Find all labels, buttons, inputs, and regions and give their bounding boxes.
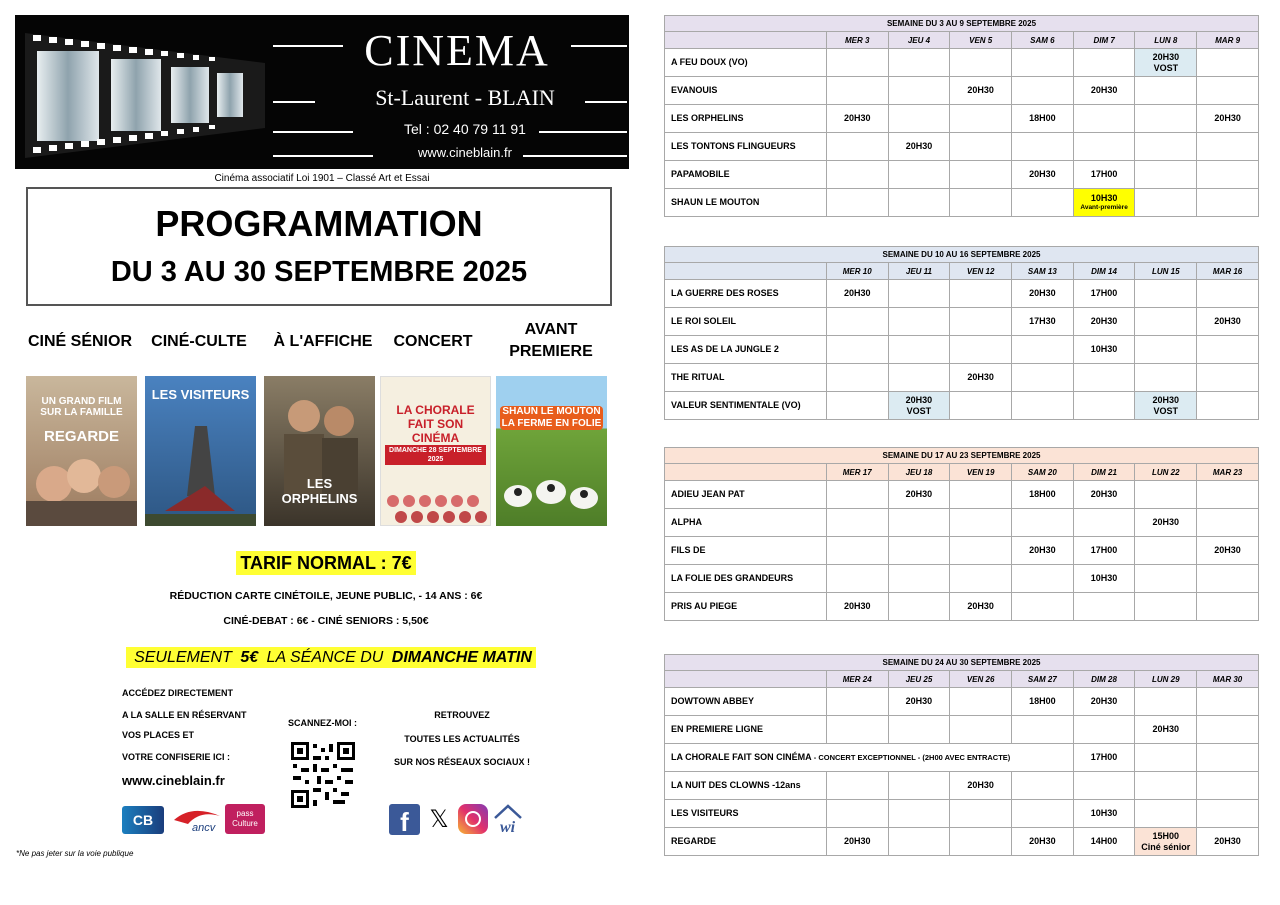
- qr-code-icon[interactable]: [291, 742, 355, 808]
- showtime-cell: [1012, 189, 1074, 217]
- showtime-cell: [1011, 336, 1073, 364]
- showtime-cell: 20H30: [1135, 716, 1197, 744]
- showtime-cell: [950, 105, 1012, 133]
- showtime-cell: 18H00: [1011, 688, 1073, 716]
- showtime-cell: [1073, 49, 1135, 77]
- showtime-cell: [826, 133, 888, 161]
- film-row: [665, 828, 1259, 856]
- showtime-cell: [1197, 509, 1259, 537]
- showtime-cell: [1012, 77, 1074, 105]
- film-row: [665, 364, 1259, 392]
- film-title: LA GUERRE DES ROSES: [665, 280, 827, 308]
- showtime-cell: 20H30: [826, 280, 888, 308]
- showtime-cell: 20H30: [1197, 105, 1259, 133]
- showtime-cell: [1135, 744, 1197, 772]
- showtime-cell: [950, 133, 1012, 161]
- showtime-cell: 20H30: [1073, 77, 1135, 105]
- showtime-cell: 20H30: [950, 77, 1012, 105]
- day-header: JEU 25: [888, 671, 950, 688]
- showtime-cell: 17H00: [1073, 744, 1135, 772]
- day-header: VEN 12: [950, 263, 1012, 280]
- showtime-cell: [1197, 49, 1259, 77]
- tarif-dimanche: SEULEMENT 5€ LA SÉANCE DU DIMANCHE MATIN: [0, 649, 662, 667]
- showtime-cell: 18H00: [1011, 481, 1073, 509]
- film-row: [665, 509, 1259, 537]
- tarif-debat: CINÉ-DEBAT : 6€ - CINÉ SENIORS : 5,50€: [223, 615, 429, 627]
- showtime-cell: [1197, 161, 1259, 189]
- showtime-cell: [1073, 593, 1135, 621]
- showtime-cell: [1073, 105, 1135, 133]
- cinema-website: www.cineblain.fr: [418, 145, 512, 160]
- showtime-cell: [1135, 688, 1197, 716]
- showtime-cell: [1073, 509, 1135, 537]
- showtime-cell: [1012, 133, 1074, 161]
- scan-label: SCANNEZ-MOI :: [288, 718, 357, 728]
- day-header: MER 17: [826, 464, 888, 481]
- showtime-cell: [950, 481, 1012, 509]
- showtime-cell: 15H00 Ciné sénior: [1135, 828, 1197, 856]
- showtime-cell: 20H30: [1012, 161, 1074, 189]
- social-line-2: TOUTES LES ACTUALITÉS: [404, 734, 520, 744]
- film-row: [665, 308, 1259, 336]
- day-header: MAR 9: [1197, 32, 1259, 49]
- film-row: [665, 772, 1259, 800]
- showtime-cell: [1073, 716, 1135, 744]
- showtime-cell: [1073, 133, 1135, 161]
- category-cine-culte: CINÉ-CULTE: [151, 333, 247, 350]
- showtime-cell: [1197, 593, 1259, 621]
- showtime-cell: [1011, 565, 1073, 593]
- film-title: LES AS DE LA JUNGLE 2: [665, 336, 827, 364]
- film-row: [665, 593, 1259, 621]
- category-concert: CONCERT: [393, 333, 473, 350]
- schedule-week-1: [664, 15, 1259, 217]
- x-twitter-icon[interactable]: 𝕏: [429, 806, 449, 833]
- week-title: SEMAINE DU 17 AU 23 SEPTEMBRE 2025: [665, 448, 1259, 464]
- film-row: [665, 392, 1259, 420]
- schedule-week-4: [664, 654, 1259, 856]
- showtime-cell: [950, 392, 1012, 420]
- programmation-box: [26, 187, 612, 306]
- day-header: SAM 13: [1011, 263, 1073, 280]
- day-header: LUN 29: [1135, 671, 1197, 688]
- tarif-normal: TARIF NORMAL : 7€: [0, 553, 652, 574]
- film-title: PRIS AU PIEGE: [665, 593, 827, 621]
- showtime-cell: [1012, 49, 1074, 77]
- showtime-cell: [888, 336, 950, 364]
- showtime-cell: [826, 772, 888, 800]
- showtime-cell: [1135, 336, 1197, 364]
- showtime-cell: [1197, 481, 1259, 509]
- showtime-cell: [826, 509, 888, 537]
- showtime-cell: [1197, 392, 1259, 420]
- day-header: DIM 28: [1073, 671, 1135, 688]
- showtime-cell: 20H30: [950, 772, 1012, 800]
- day-header: LUN 8: [1135, 32, 1197, 49]
- showtime-cell: [950, 308, 1012, 336]
- schedule-week-2: [664, 246, 1259, 420]
- day-header: MAR 16: [1197, 263, 1259, 280]
- tarif-reduction: RÉDUCTION CARTE CINÉTOILE, JEUNE PUBLIC, - 14 ANS : 6€: [169, 590, 483, 602]
- svg-text:wi: wi: [500, 819, 516, 836]
- showtime-cell: [826, 189, 888, 217]
- showtime-cell: [888, 280, 950, 308]
- film-row: [665, 716, 1259, 744]
- day-header: JEU 4: [888, 32, 950, 49]
- showtime-cell: [1073, 392, 1135, 420]
- showtime-cell: [1197, 280, 1259, 308]
- film-title: EVANOUIS: [665, 77, 827, 105]
- week-title: SEMAINE DU 24 AU 30 SEPTEMBRE 2025: [665, 655, 1259, 671]
- showtime-cell: [1011, 593, 1073, 621]
- poster-regarde[interactable]: UN GRAND FILM SUR LA FAMILLE REGARDE: [26, 376, 137, 526]
- showtime-cell: [888, 800, 950, 828]
- showtime-cell: [826, 308, 888, 336]
- showtime-cell: [950, 800, 1012, 828]
- film-row: [665, 565, 1259, 593]
- category-cine-senior: CINÉ SÉNIOR: [27, 333, 132, 350]
- showtime-cell: [888, 565, 950, 593]
- showtime-cell: [826, 336, 888, 364]
- showtime-cell: [950, 716, 1012, 744]
- film-row: [665, 688, 1259, 716]
- showtime-cell: [826, 392, 888, 420]
- booking-website-link[interactable]: www.cineblain.fr: [122, 773, 225, 788]
- showtime-cell: [950, 688, 1012, 716]
- showtime-cell: 18H00: [1012, 105, 1074, 133]
- showtime-cell: [826, 565, 888, 593]
- booking-line-2: A LA SALLE EN RÉSERVANT: [122, 710, 247, 720]
- poster-faces-image: [26, 446, 137, 526]
- showtime-cell: [826, 77, 888, 105]
- day-header: DIM 14: [1073, 263, 1135, 280]
- showtime-cell: [826, 481, 888, 509]
- film-title: LE ROI SOLEIL: [665, 308, 827, 336]
- showtime-cell: [888, 828, 950, 856]
- film-row: [665, 161, 1259, 189]
- showtime-cell: [1197, 800, 1259, 828]
- showtime-cell: [826, 49, 888, 77]
- showtime-cell: [1197, 688, 1259, 716]
- film-row: [665, 481, 1259, 509]
- film-title: LA CHORALE FAIT SON CINÉMA - CONCERT EXCEPTIONNEL - (2H00 AVEC ENTRACTE): [665, 744, 1074, 772]
- film-title: LA NUIT DES CLOWNS -12ans: [665, 772, 827, 800]
- showtime-cell: 20H30: [1073, 688, 1135, 716]
- facebook-icon[interactable]: f: [389, 804, 420, 835]
- cinema-title: CINEMA: [364, 26, 550, 75]
- poster-knight-image: [145, 416, 256, 526]
- poster-choir-image: [381, 487, 491, 526]
- film-title: A FEU DOUX (VO): [665, 49, 827, 77]
- showtime-cell: [950, 161, 1012, 189]
- day-header: JEU 18: [888, 464, 950, 481]
- showtime-cell: [1197, 364, 1259, 392]
- showtime-cell: [1135, 481, 1197, 509]
- showtime-cell: 20H30: [950, 364, 1012, 392]
- showtime-cell: [1135, 77, 1197, 105]
- showtime-cell: 20H30: [826, 593, 888, 621]
- poster-les-visiteurs[interactable]: LES VISITEURS: [145, 376, 256, 526]
- film-row: [665, 133, 1259, 161]
- film-row: [665, 49, 1259, 77]
- day-header: MAR 30: [1197, 671, 1259, 688]
- showtime-cell: [1073, 772, 1135, 800]
- film-strip-icon: [25, 23, 275, 163]
- film-row: [665, 280, 1259, 308]
- film-row: [665, 537, 1259, 565]
- film-title: LES VISITEURS: [665, 800, 827, 828]
- film-title: THE RITUAL: [665, 364, 827, 392]
- film-row: [665, 105, 1259, 133]
- film-row: [665, 800, 1259, 828]
- day-header: MER 10: [826, 263, 888, 280]
- social-line-1: RETROUVEZ: [434, 710, 490, 720]
- day-header: SAM 6: [1012, 32, 1074, 49]
- showtime-cell: [1197, 336, 1259, 364]
- showtime-cell: [1073, 364, 1135, 392]
- showtime-cell: 17H00: [1073, 280, 1135, 308]
- showtime-cell: 20H30: [888, 133, 950, 161]
- film-title: FILS DE: [665, 537, 827, 565]
- showtime-cell: 14H00: [1073, 828, 1135, 856]
- cb-logo-icon: CB: [122, 806, 164, 834]
- showtime-cell: [888, 364, 950, 392]
- showtime-cell: [1135, 161, 1197, 189]
- showtime-cell: [1197, 565, 1259, 593]
- showtime-cell: 20H30: [1135, 509, 1197, 537]
- showtime-cell: [888, 537, 950, 565]
- showtime-cell: [1197, 133, 1259, 161]
- showtime-cell: [888, 49, 950, 77]
- day-header: MAR 23: [1197, 464, 1259, 481]
- showtime-cell: 20H30: [888, 688, 950, 716]
- showtime-cell: [1011, 800, 1073, 828]
- showtime-cell: [950, 49, 1012, 77]
- film-title: ALPHA: [665, 509, 827, 537]
- showtime-cell: [950, 509, 1012, 537]
- booking-line-4: VOTRE CONFISERIE ICI :: [122, 752, 231, 762]
- footnote: *Ne pas jeter sur la voie publique: [16, 849, 134, 858]
- day-header: VEN 5: [950, 32, 1012, 49]
- category-a-l-affiche: À L'AFFICHE: [273, 333, 373, 350]
- film-row: [665, 189, 1259, 217]
- showtime-cell: [826, 161, 888, 189]
- day-header: LUN 15: [1135, 263, 1197, 280]
- film-title: DOWTOWN ABBEY: [665, 688, 827, 716]
- film-title: ADIEU JEAN PAT: [665, 481, 827, 509]
- schedule-week-3: [664, 447, 1259, 621]
- showtime-cell: [1197, 744, 1259, 772]
- showtime-cell: 20H30: [826, 828, 888, 856]
- showtime-cell: [950, 336, 1012, 364]
- showtime-cell: [1135, 105, 1197, 133]
- week-title: SEMAINE DU 10 AU 16 SEPTEMBRE 2025: [665, 247, 1259, 263]
- showtime-cell: [888, 189, 950, 217]
- showtime-cell: [1011, 364, 1073, 392]
- association-note: Cinéma associatif Loi 1901 – Classé Art et Essai: [214, 173, 430, 184]
- showtime-cell: [1197, 77, 1259, 105]
- cinema-location: St-Laurent - BLAIN: [375, 85, 555, 110]
- film-title: LA FOLIE DES GRANDEURS: [665, 565, 827, 593]
- film-row: [665, 77, 1259, 105]
- showtime-cell: [888, 161, 950, 189]
- pass-culture-logo-icon: pass Culture: [225, 804, 265, 834]
- showtime-cell: [888, 509, 950, 537]
- film-title: EN PREMIERE LIGNE: [665, 716, 827, 744]
- film-title: VALEUR SENTIMENTALE (VO): [665, 392, 827, 420]
- showtime-cell: 20H30: [1197, 537, 1259, 565]
- showtime-cell: [1011, 509, 1073, 537]
- cinema-phone: Tel : 02 40 79 11 91: [404, 121, 526, 137]
- programmation-title: PROGRAMMATION: [155, 203, 483, 244]
- wi-app-icon[interactable]: [492, 802, 524, 836]
- showtime-cell: 20H30 VOST: [1135, 49, 1197, 77]
- film-title: LES ORPHELINS: [665, 105, 827, 133]
- booking-line-3: VOS PLACES ET: [122, 730, 195, 740]
- day-header: MER 24: [826, 671, 888, 688]
- showtime-cell: [1197, 716, 1259, 744]
- poster-les-orphelins[interactable]: LES ORPHELINS: [264, 376, 375, 526]
- week-title: SEMAINE DU 3 AU 9 SEPTEMBRE 2025: [665, 16, 1259, 32]
- film-row: [665, 744, 1259, 772]
- film-title: REGARDE: [665, 828, 827, 856]
- showtime-cell: 10H30: [1073, 800, 1135, 828]
- poster-la-chorale[interactable]: LA CHORALE FAIT SON CINÉMA DIMANCHE 28 SEPTEMBRE 2025: [380, 376, 491, 526]
- showtime-cell: [888, 105, 950, 133]
- showtime-cell: 20H30: [1011, 280, 1073, 308]
- showtime-cell: [950, 828, 1012, 856]
- showtime-cell: [888, 716, 950, 744]
- showtime-cell: 20H30: [826, 105, 888, 133]
- showtime-cell: [1135, 593, 1197, 621]
- day-header: LUN 22: [1135, 464, 1197, 481]
- showtime-cell: [1135, 133, 1197, 161]
- showtime-cell: 20H30: [1011, 828, 1073, 856]
- showtime-cell: 20H30: [1073, 308, 1135, 336]
- showtime-cell: 10H30 Avant-première: [1073, 189, 1135, 217]
- showtime-cell: 20H30: [950, 593, 1012, 621]
- film-title: SHAUN LE MOUTON: [665, 189, 827, 217]
- showtime-cell: [888, 772, 950, 800]
- showtime-cell: [1011, 716, 1073, 744]
- showtime-cell: [1197, 772, 1259, 800]
- category-avant-premiere: AVANT PREMIERE: [509, 321, 593, 360]
- showtime-cell: [950, 565, 1012, 593]
- showtime-cell: [888, 593, 950, 621]
- showtime-cell: [1135, 308, 1197, 336]
- showtime-cell: [888, 77, 950, 105]
- showtime-cell: 20H30: [888, 481, 950, 509]
- showtime-cell: [1011, 392, 1073, 420]
- programmation-dates: DU 3 AU 30 SEPTEMBRE 2025: [110, 256, 528, 288]
- instagram-icon[interactable]: [458, 804, 488, 834]
- booking-line-1: ACCÉDEZ DIRECTEMENT: [122, 688, 234, 698]
- day-header: VEN 26: [950, 671, 1012, 688]
- day-header: SAM 27: [1011, 671, 1073, 688]
- showtime-cell: [950, 280, 1012, 308]
- showtime-cell: 17H00: [1073, 537, 1135, 565]
- showtime-cell: [826, 716, 888, 744]
- showtime-cell: [1135, 280, 1197, 308]
- showtime-cell: [826, 537, 888, 565]
- showtime-cell: 20H30: [1197, 308, 1259, 336]
- showtime-cell: [1135, 800, 1197, 828]
- showtime-cell: [1135, 189, 1197, 217]
- showtime-cell: [826, 800, 888, 828]
- film-title: LES TONTONS FLINGUEURS: [665, 133, 827, 161]
- day-header: DIM 21: [1073, 464, 1135, 481]
- showtime-cell: [950, 537, 1012, 565]
- day-header: SAM 20: [1011, 464, 1073, 481]
- showtime-cell: 10H30: [1073, 336, 1135, 364]
- showtime-cell: 20H30 VOST: [888, 392, 950, 420]
- day-header: JEU 11: [888, 263, 950, 280]
- showtime-cell: [826, 688, 888, 716]
- poster-shaun-le-mouton[interactable]: SHAUN LE MOUTON LA FERME EN FOLIE: [496, 376, 607, 526]
- showtime-cell: 10H30: [1073, 565, 1135, 593]
- film-title: PAPAMOBILE: [665, 161, 827, 189]
- showtime-cell: [1135, 537, 1197, 565]
- showtime-cell: 20H30: [1197, 828, 1259, 856]
- showtime-cell: 20H30: [1073, 481, 1135, 509]
- cinema-banner: [15, 15, 629, 169]
- showtime-cell: [888, 308, 950, 336]
- ancv-logo-icon: ancv: [172, 806, 222, 836]
- showtime-cell: 17H30: [1011, 308, 1073, 336]
- showtime-cell: [1135, 364, 1197, 392]
- showtime-cell: [1011, 772, 1073, 800]
- day-header: MER 3: [826, 32, 888, 49]
- showtime-cell: 20H30: [1011, 537, 1073, 565]
- showtime-cell: [950, 189, 1012, 217]
- showtime-cell: [826, 364, 888, 392]
- day-header: VEN 19: [950, 464, 1012, 481]
- showtime-cell: 17H00: [1073, 161, 1135, 189]
- showtime-cell: [1197, 189, 1259, 217]
- day-header: DIM 7: [1073, 32, 1135, 49]
- social-line-3: SUR NOS RÉSEAUX SOCIAUX !: [393, 757, 531, 767]
- showtime-cell: 20H30 VOST: [1135, 392, 1197, 420]
- film-row: [665, 336, 1259, 364]
- showtime-cell: [1135, 565, 1197, 593]
- poster-sheep-image: [496, 456, 607, 526]
- showtime-cell: [1135, 772, 1197, 800]
